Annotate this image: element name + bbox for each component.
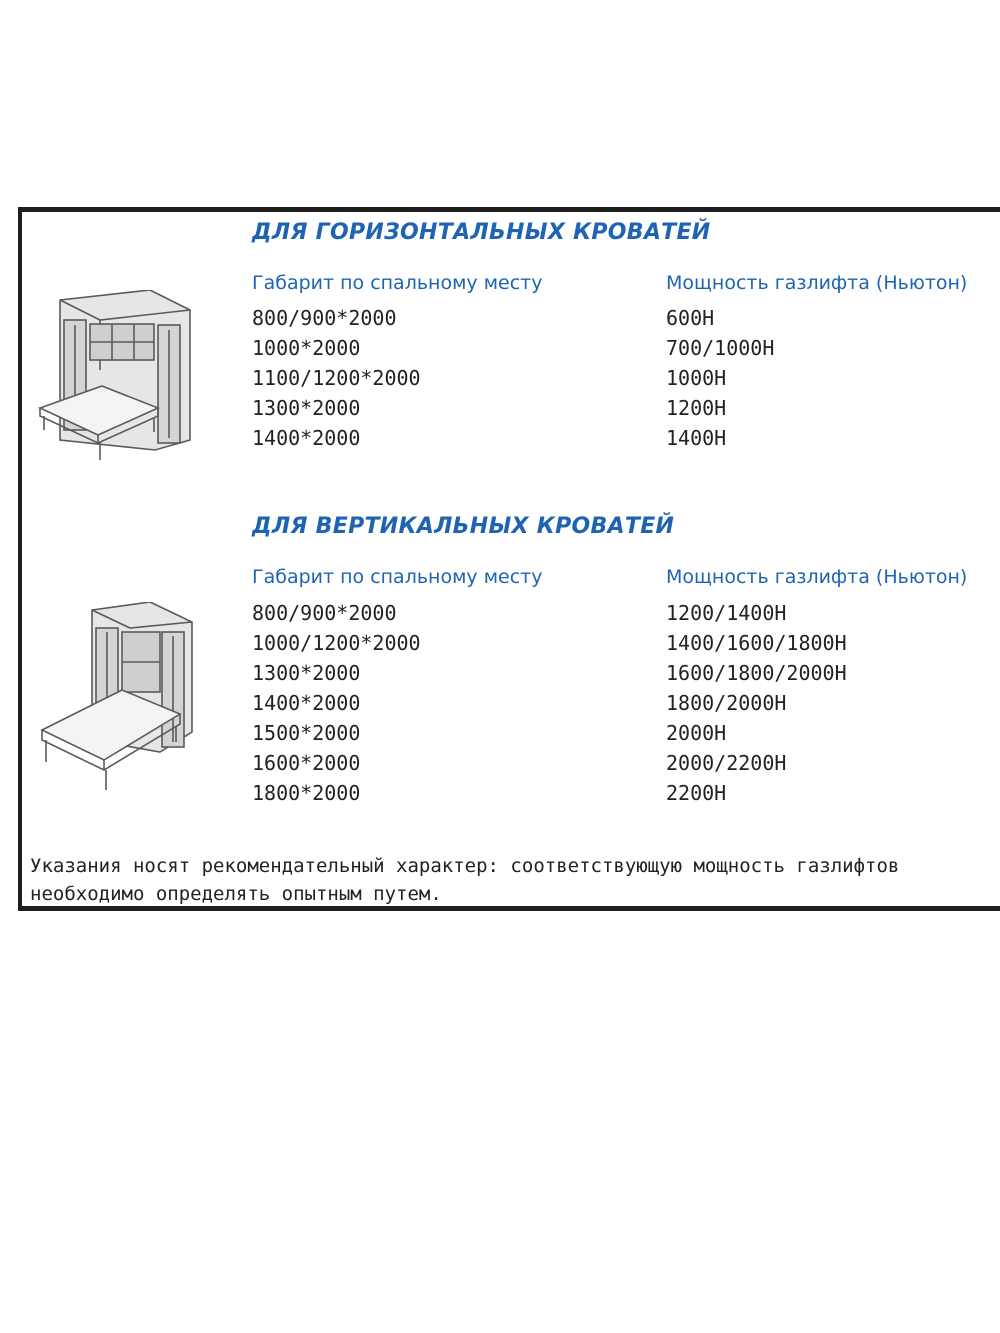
vertical-size-item: 800/900*2000 <box>252 601 397 625</box>
horizontal-size-item: 1000*2000 <box>252 336 361 360</box>
horizontal-power-item: 600Н <box>666 306 715 330</box>
horizontal-size-header: Габарит по спальному месту <box>252 272 543 294</box>
horizontal-size-item: 800/900*2000 <box>252 306 397 330</box>
vertical-power-list <box>666 598 847 808</box>
horizontal-wall-bed-illustration <box>30 290 200 470</box>
vertical-power-item: 2000/2200Н <box>666 751 787 775</box>
vertical-size-list <box>252 598 421 808</box>
vertical-size-item: 1000/1200*2000 <box>252 631 421 655</box>
recommendation-note: Указания носят рекомендательный характер: соответствующую мощность газлифтов необходимо определять опытным путем. <box>30 855 900 905</box>
horizontal-size-item: 1100/1200*2000 <box>252 366 421 390</box>
vertical-power-item: 2000Н <box>666 721 727 745</box>
gaslift-table-card <box>18 207 1000 911</box>
horizontal-size-list <box>252 303 421 453</box>
vertical-size-item: 1800*2000 <box>252 781 361 805</box>
horizontal-power-list <box>666 303 774 453</box>
vertical-section-title: ДЛЯ ВЕРТИКАЛЬНЫХ КРОВАТЕЙ <box>252 514 675 539</box>
horizontal-power-item: 700/1000Н <box>666 336 775 360</box>
vertical-size-header: Габарит по спальному месту <box>252 566 543 588</box>
vertical-wall-bed-illustration <box>30 602 200 802</box>
vertical-size-item: 1500*2000 <box>252 721 361 745</box>
vertical-power-item: 2200Н <box>666 781 727 805</box>
horizontal-size-item: 1300*2000 <box>252 396 361 420</box>
vertical-size-item: 1600*2000 <box>252 751 361 775</box>
horizontal-power-item: 1200Н <box>666 396 727 420</box>
vertical-power-item: 1800/2000Н <box>666 691 787 715</box>
horizontal-size-item: 1400*2000 <box>252 426 361 450</box>
horizontal-power-header: Мощность газлифта (Ньютон) <box>666 272 968 294</box>
vertical-power-item: 1200/1400Н <box>666 601 787 625</box>
vertical-size-item: 1400*2000 <box>252 691 361 715</box>
horizontal-power-item: 1000Н <box>666 366 727 390</box>
vertical-power-header: Мощность газлифта (Ньютон) <box>666 566 968 588</box>
vertical-power-item: 1600/1800/2000Н <box>666 661 847 685</box>
horizontal-power-item: 1400Н <box>666 426 727 450</box>
horizontal-section-title: ДЛЯ ГОРИЗОНТАЛЬНЫХ КРОВАТЕЙ <box>252 220 711 245</box>
vertical-size-item: 1300*2000 <box>252 661 361 685</box>
vertical-power-item: 1400/1600/1800Н <box>666 631 847 655</box>
